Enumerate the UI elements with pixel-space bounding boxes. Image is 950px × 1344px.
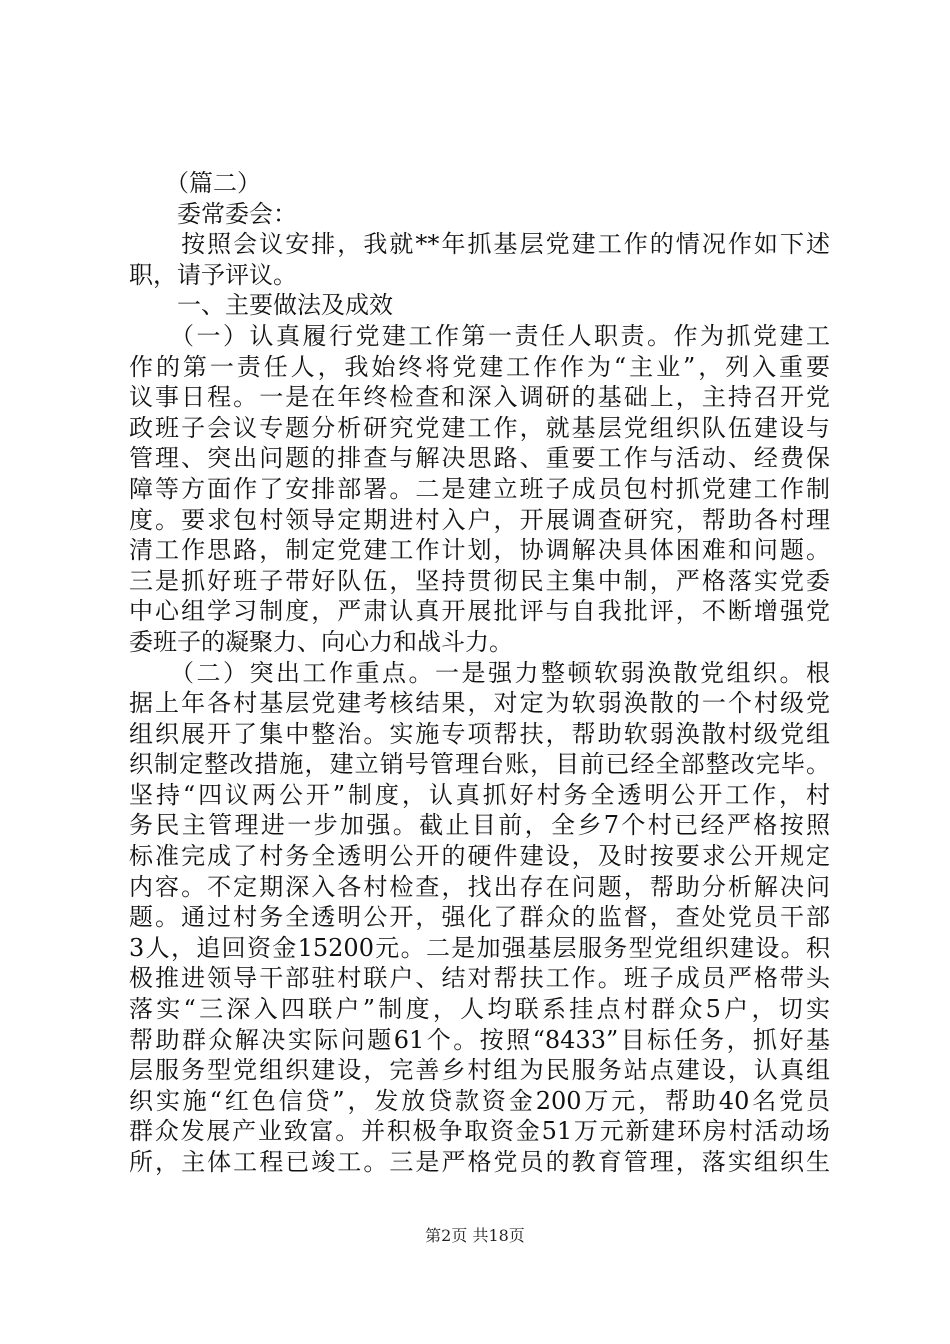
page-number-footer: 第2页 共18页 (425, 1226, 525, 1245)
text-line: 职，请予评议。 (129, 260, 297, 289)
text-line: 标准完成了村务全透明公开的硬件建设，及时按要求公开规定 (129, 842, 830, 871)
text-line: 政班子会议专题分析研究党建工作，就基层党组织队伍建设与 (129, 413, 830, 442)
section-heading: 一、主要做法及成效 (129, 291, 393, 320)
text-line: 层服务型党组织建设，完善乡村组为民服务站点建设，认真组 (129, 1056, 830, 1085)
text-line: 坚持“四议两公开”制度，认真抓好村务全透明公开工作，村 (129, 780, 830, 809)
text-line: 委常委会： (129, 199, 297, 228)
text-line: 题。通过村务全透明公开，强化了群众的监督，查处党员干部 (129, 903, 830, 932)
text-line: 作的第一责任人，我始终将党建工作作为“主业”，列入重要 (129, 352, 830, 381)
text-line: 内容。不定期深入各村检查，找出存在问题，帮助分析解决问 (129, 872, 830, 901)
text-line: 中心组学习制度，严肃认真开展批评与自我批评，不断增强党 (129, 597, 830, 626)
text-line: 极推进领导干部驻村联户、结对帮扶工作。班子成员严格带头 (129, 964, 830, 993)
text-line: （一）认真履行党建工作第一责任人职责。作为抓党建工 (129, 321, 830, 350)
text-line: 所，主体工程已竣工。三是严格党员的教育管理，落实组织生 (129, 1148, 830, 1176)
text-line: 清工作思路，制定党建工作计划，协调解决具体困难和问题。 (129, 536, 830, 565)
text-line: 帮助群众解决实际问题61个。按照“8433”目标任务，抓好基 (129, 1025, 830, 1054)
text-line: （二）突出工作重点。一是强力整顿软弱涣散党组织。根 (129, 658, 830, 687)
text-line: （篇二） (129, 169, 261, 197)
text-line: 障等方面作了安排部署。二是建立班子成员包村抓党建工作制 (129, 474, 830, 503)
text-line: 组织展开了集中整治。实施专项帮扶，帮助软弱涣散村级党组 (129, 719, 830, 748)
text-line: 议事日程。一是在年终检查和深入调研的基础上，主持召开党 (129, 383, 830, 412)
text-line: 落实“三深入四联户”制度，人均联系挂点村群众5户，切实 (129, 995, 830, 1024)
text-line: 群众发展产业致富。并积极争取资金51万元新建环房村活动场 (129, 1117, 830, 1146)
text-line: 据上年各村基层党建考核结果，对定为软弱涣散的一个村级党 (129, 689, 830, 718)
text-line: 三是抓好班子带好队伍，坚持贯彻民主集中制，严格落实党委 (129, 566, 830, 595)
text-line: 务民主管理进一步加强。截止目前，全乡7个村已经严格按照 (129, 811, 830, 840)
text-line: 3人，追回资金15200元。二是加强基层服务型党组织建设。积 (129, 933, 830, 962)
text-line: 织实施“红色信贷”，发放贷款资金200万元，帮助40名党员 (129, 1086, 830, 1115)
text-line: 按照会议安排，我就**年抓基层党建工作的情况作如下述 (129, 230, 830, 259)
text-line: 委班子的凝聚力、向心力和战斗力。 (129, 627, 513, 656)
text-line: 织制定整改措施，建立销号管理台账，目前已经全部整改完毕。 (129, 750, 830, 779)
text-line: 管理、突出问题的排查与解决思路、重要工作与活动、经费保 (129, 444, 830, 473)
document-body (129, 168, 830, 1178)
text-line: 度。要求包村领导定期进村入户，开展调查研究，帮助各村理 (129, 505, 830, 534)
